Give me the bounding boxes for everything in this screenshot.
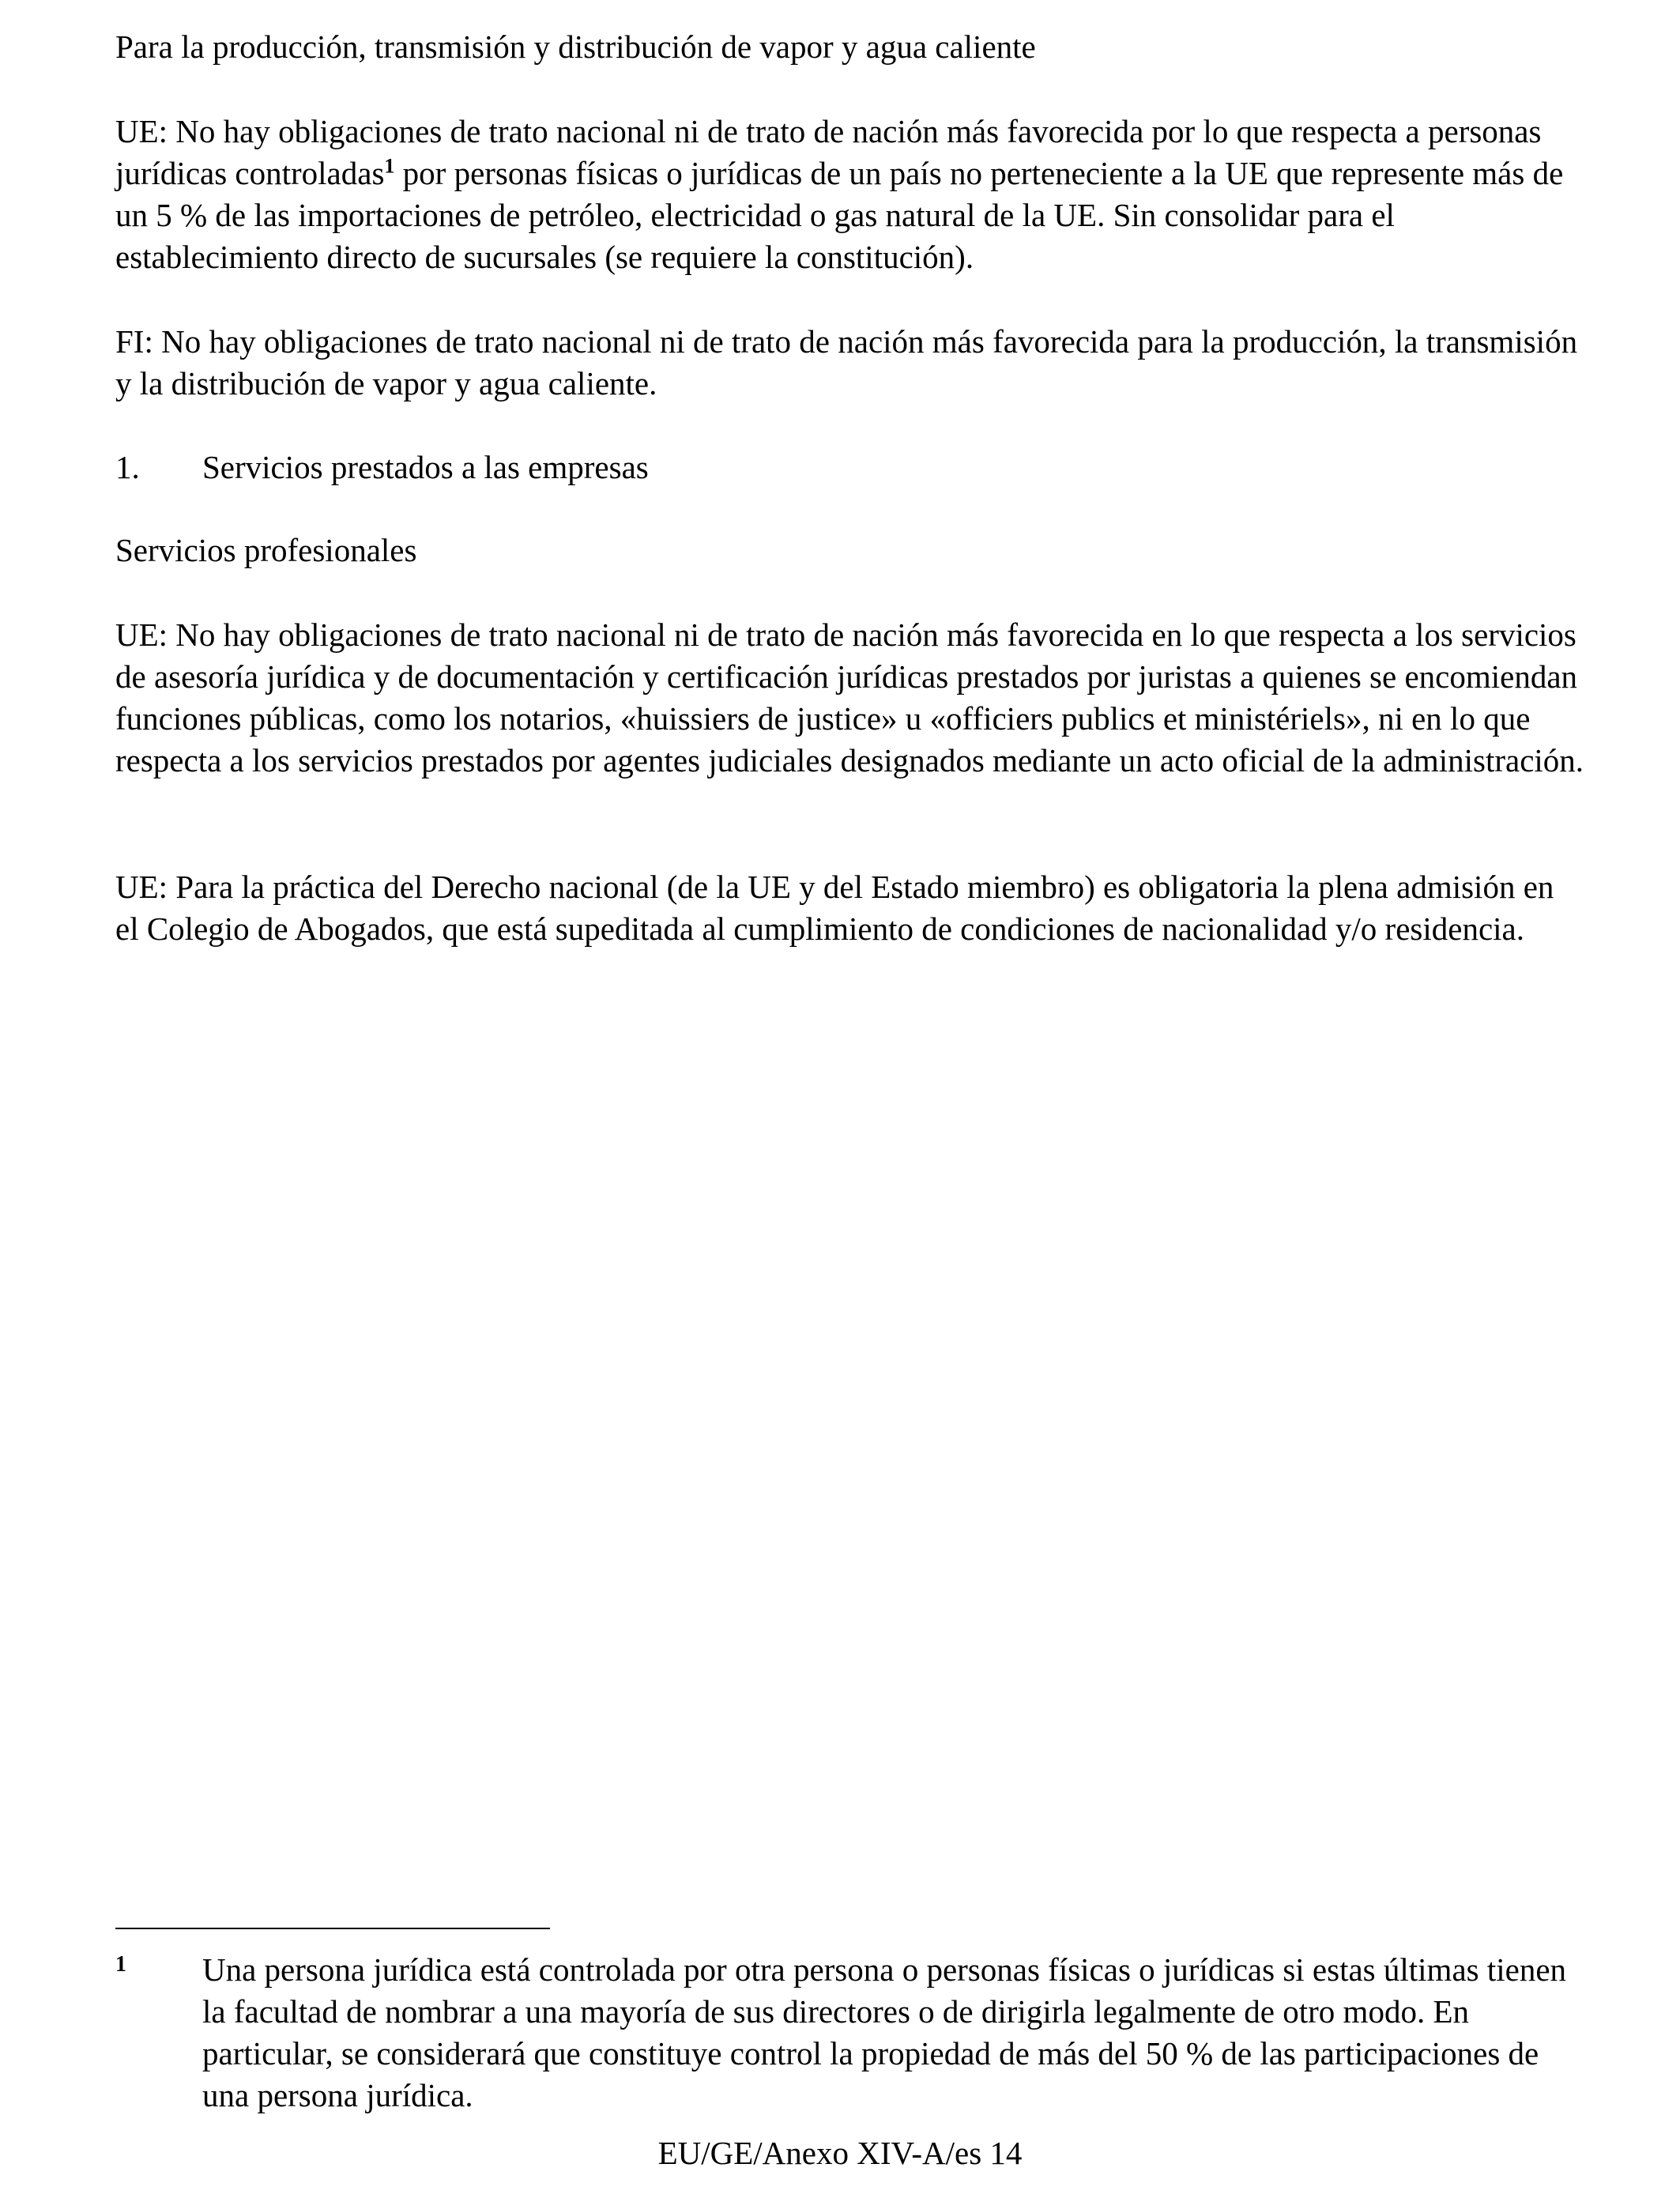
paragraph-ue-controlled-persons — [115, 111, 1585, 278]
footnote-number: 1 — [115, 1952, 126, 1977]
paragraph-ue-1-text-start: UE: No hay obligaciones de trato nacional ni de trato de nación más favorecida por lo que respecta a personas jurídicas controladas — [115, 113, 1542, 191]
footnote-text: Una persona jurídica está controlada por otra persona o personas físicas o jurídicas si estas últimas tienen la facultad de nombrar a una mayoría de sus directores o de dirigirla legalmente de otro modo. En particular, se considerará que constituye control la propiedad de más del 50 % de las participaciones de una persona jurídica. — [202, 1951, 1567, 2113]
page-footer: EU/GE/Anexo XIV-A/es 14 — [657, 2135, 1023, 2171]
section-number: 1. — [115, 449, 140, 485]
paragraph-ue-legal-services: UE: No hay obligaciones de trato nacional ni de trato de nación más favorecida en lo que respecta a los servicios de asesoría jurídica y de documentación y certificación jurídicas prestados por juristas a quienes se encomiendan funciones públicas, como los notarios, «huissiers de justice» u «officiers publics et ministériels», ni en lo que respecta a los servicios prestados por agentes judiciales designados mediante un acto oficial de la administración. — [115, 616, 1584, 778]
paragraph-ue-bar-admission: UE: Para la práctica del Derecho nacional (de la UE y del Estado miembro) es obligatoria la plena admisión en el Colegio de Abogados, que está supeditada al cumplimiento de condiciones de nacionalidad y/o residencia. — [115, 869, 1554, 947]
section-title: Servicios prestados a las empresas — [202, 449, 649, 485]
paragraph-fi: FI: No hay obligaciones de trato nacional ni de trato de nación más favorecida para la producción, la transmisión y la distribución de vapor y agua caliente. — [115, 323, 1578, 401]
footnote-reference[interactable]: 1 — [384, 154, 395, 178]
subsection-title: Servicios profesionales — [115, 532, 417, 568]
paragraph-ue-1-text-end: por personas físicas o jurídicas de un país no perteneciente a la UE que represente más de un 5 % de las importaciones de petróleo, electricidad o gas natural de la UE. Sin consolidar para el establecimiento directo de sucursales (se requiere la constitución). — [115, 155, 1564, 275]
heading-line: Para la producción, transmisión y distribución de vapor y agua caliente — [115, 28, 1036, 65]
footnote-separator — [115, 1928, 550, 1929]
